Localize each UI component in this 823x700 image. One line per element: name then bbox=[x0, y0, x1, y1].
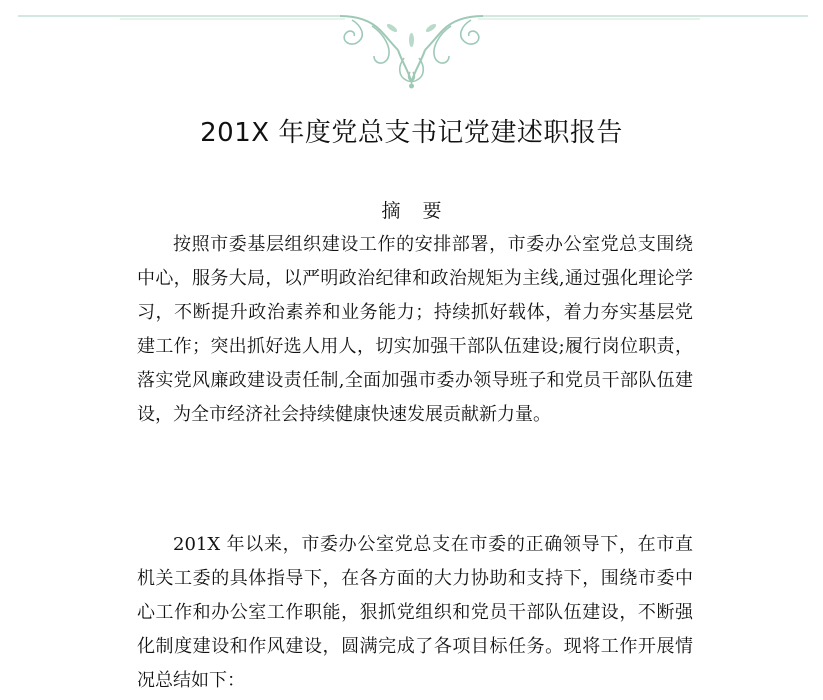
abstract-heading: 摘要 bbox=[381, 200, 464, 222]
document-title: 201X 年度党总支书记党建述职报告 bbox=[200, 118, 623, 148]
decorative-header-ornament-icon bbox=[0, 0, 823, 100]
abstract-paragraph: 按照市委基层组织建设工作的安排部署，市委办公室党总支围绕中心，服务大局，以严明政治纪律和政治规矩为主线,通过强化理论学习，不断提升政治素养和业务能力；持续抓好载体，着力夯实基层党建工作；突出抓好选人用人，切实加强干部队伍建设;履行岗位职责，落实党风廉政建设责任制,全面加强市委办领导班子和党员干部队伍建设，为全市经济社会持续健康快速发展贡献新力量。 bbox=[137, 234, 693, 425]
body-paragraph: 201X 年以来，市委办公室党总支在市委的正确领导下，在市直机关工委的具体指导下，在各方面的大力协助和支持下，围绕市委中心工作和办公室工作职能，狠抓党组织和党员干部队伍建设，不断强化制度建设和作风建设，圆满完成了各项目标任务。现将工作开展情况总结如下： bbox=[137, 534, 693, 691]
